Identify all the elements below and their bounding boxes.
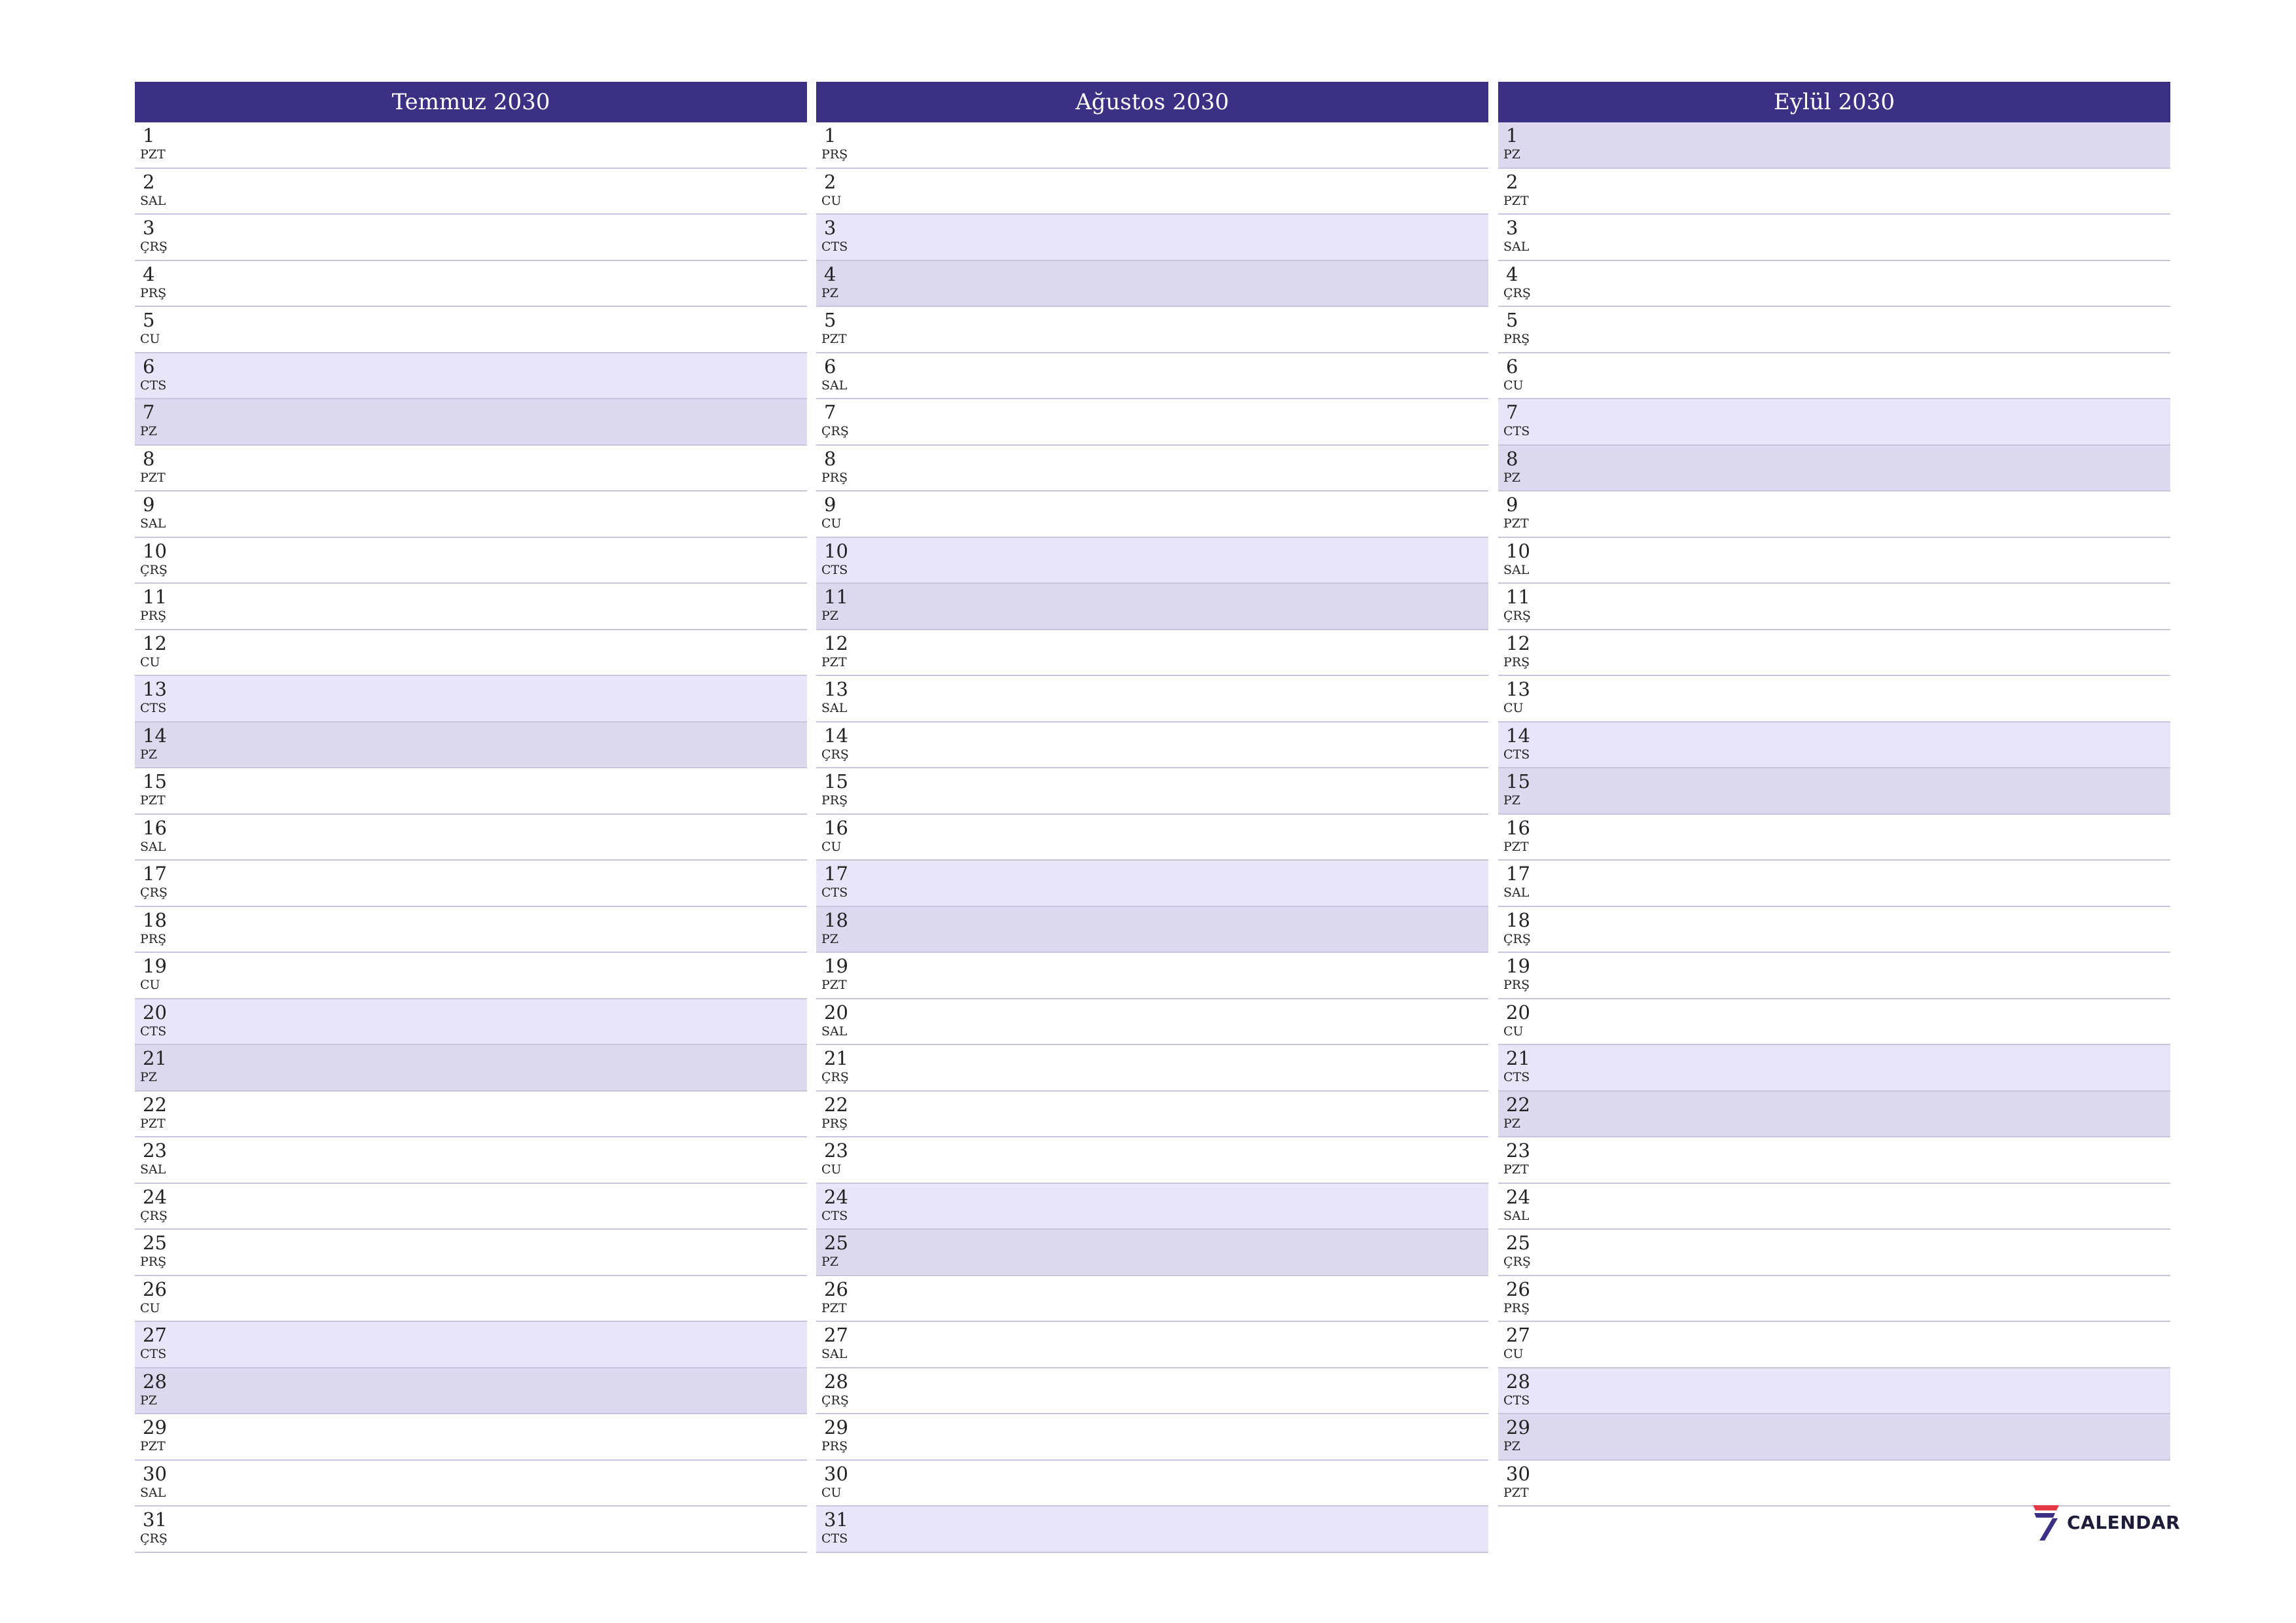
day-number: 7	[824, 401, 836, 423]
day-number: 25	[143, 1232, 167, 1254]
weekday-abbrev: PZ	[1503, 1439, 1520, 1454]
weekday-abbrev: CTS	[821, 885, 848, 900]
day-row	[816, 122, 1488, 169]
day-row	[816, 1368, 1488, 1415]
day-row	[816, 722, 1488, 769]
weekday-abbrev: PZT	[140, 1439, 166, 1454]
weekday-abbrev: PRŞ	[821, 470, 848, 485]
day-row	[135, 307, 807, 353]
day-number: 26	[824, 1277, 848, 1300]
logo-text: CALENDAR	[2067, 1511, 2181, 1533]
weekday-abbrev: CTS	[140, 378, 167, 393]
day-number: 8	[143, 447, 155, 470]
day-number: 18	[824, 908, 848, 931]
weekday-abbrev: ÇRŞ	[821, 1070, 849, 1084]
day-number: 20	[1506, 1001, 1530, 1024]
day-row	[816, 768, 1488, 815]
day-number: 28	[143, 1370, 167, 1393]
day-row	[135, 399, 807, 446]
day-number: 5	[824, 309, 836, 331]
seven-logo-icon	[2030, 1504, 2060, 1541]
day-number: 2	[143, 170, 155, 193]
weekday-abbrev: CTS	[821, 562, 848, 577]
day-number: 16	[1506, 816, 1530, 839]
day-row	[816, 1414, 1488, 1461]
day-row	[816, 1276, 1488, 1323]
weekday-abbrev: CTS	[1503, 1393, 1530, 1408]
weekday-abbrev: PRŞ	[1503, 332, 1530, 346]
day-row	[1498, 584, 2170, 630]
day-number: 6	[1506, 355, 1518, 378]
weekday-abbrev: CTS	[140, 701, 167, 715]
weekday-abbrev: PRŞ	[140, 931, 167, 946]
weekday-abbrev: PZ	[821, 1255, 838, 1269]
weekday-abbrev: SAL	[821, 701, 848, 715]
day-row	[135, 584, 807, 630]
day-number: 8	[1506, 447, 1518, 470]
day-row	[1498, 1092, 2170, 1138]
weekday-abbrev: PZT	[821, 1300, 847, 1315]
day-row	[135, 169, 807, 215]
weekday-abbrev: ÇRŞ	[140, 562, 168, 577]
day-number: 21	[143, 1047, 167, 1069]
weekday-abbrev: CTS	[140, 1024, 167, 1039]
day-row	[135, 768, 807, 815]
day-row	[1498, 1184, 2170, 1230]
day-row	[816, 353, 1488, 400]
weekday-abbrev: CU	[821, 516, 842, 531]
weekday-abbrev: PRŞ	[140, 609, 167, 623]
weekday-abbrev: ÇRŞ	[140, 1531, 168, 1546]
weekday-abbrev: ÇRŞ	[140, 240, 168, 254]
weekday-abbrev: ÇRŞ	[140, 1208, 168, 1223]
month-september	[1498, 82, 2170, 1507]
day-number: 18	[143, 908, 167, 931]
day-row	[1498, 1368, 2170, 1415]
weekday-abbrev: PRŞ	[140, 1255, 167, 1269]
weekday-abbrev: CU	[140, 1300, 160, 1315]
weekday-abbrev: CU	[821, 839, 842, 854]
day-number: 22	[1506, 1093, 1530, 1116]
weekday-abbrev: ÇRŞ	[1503, 931, 1531, 946]
day-number: 12	[1506, 632, 1530, 654]
weekday-abbrev: PZT	[1503, 516, 1529, 531]
day-number: 21	[1506, 1047, 1530, 1069]
weekday-abbrev: PZ	[1503, 147, 1520, 162]
weekday-abbrev: SAL	[821, 378, 848, 393]
weekday-abbrev: CU	[1503, 1347, 1524, 1361]
day-row	[135, 861, 807, 907]
day-number: 13	[143, 678, 167, 700]
weekday-abbrev: CU	[821, 1162, 842, 1177]
day-number: 21	[824, 1047, 848, 1069]
day-number: 24	[143, 1185, 167, 1208]
weekday-abbrev: SAL	[140, 516, 166, 531]
day-number: 20	[143, 1001, 167, 1024]
day-row	[1498, 215, 2170, 261]
day-row	[816, 399, 1488, 446]
day-number: 2	[1506, 170, 1518, 193]
day-row	[135, 353, 807, 400]
day-row	[135, 122, 807, 169]
day-number: 20	[824, 1001, 848, 1024]
day-row	[816, 446, 1488, 492]
day-row	[1498, 446, 2170, 492]
day-row	[816, 169, 1488, 215]
day-row	[1498, 538, 2170, 584]
day-number: 24	[824, 1185, 848, 1208]
day-row	[135, 215, 807, 261]
day-number: 4	[1506, 262, 1518, 285]
day-row	[816, 630, 1488, 677]
day-number: 14	[1506, 724, 1530, 747]
day-number: 23	[824, 1139, 848, 1162]
day-number: 3	[824, 217, 836, 239]
weekday-abbrev: CU	[1503, 378, 1524, 393]
day-row	[1498, 999, 2170, 1046]
weekday-abbrev: PRŞ	[140, 285, 167, 300]
day-number: 27	[1506, 1324, 1530, 1346]
weekday-abbrev: PZT	[140, 470, 166, 485]
day-row	[1498, 768, 2170, 815]
day-row	[816, 1092, 1488, 1138]
day-row	[1498, 399, 2170, 446]
weekday-abbrev: SAL	[821, 1347, 848, 1361]
weekday-abbrev: PZ	[140, 747, 157, 762]
day-row	[816, 261, 1488, 308]
day-row	[1498, 1322, 2170, 1368]
day-row	[1498, 722, 2170, 769]
day-number: 1	[1506, 124, 1518, 147]
weekday-abbrev: PZ	[821, 609, 838, 623]
day-number: 26	[1506, 1277, 1530, 1300]
day-row	[1498, 1137, 2170, 1184]
weekday-abbrev: ÇRŞ	[821, 1393, 849, 1408]
weekday-abbrev: ÇRŞ	[1503, 1255, 1531, 1269]
day-number: 12	[824, 632, 848, 654]
day-number: 15	[1506, 770, 1530, 793]
day-row	[135, 1184, 807, 1230]
day-number: 17	[824, 863, 848, 885]
day-number: 10	[1506, 539, 1530, 562]
day-number: 2	[824, 170, 836, 193]
day-row	[816, 676, 1488, 722]
day-number: 30	[143, 1462, 167, 1485]
weekday-abbrev: ÇRŞ	[821, 747, 849, 762]
day-row	[135, 1461, 807, 1507]
day-row	[135, 1092, 807, 1138]
weekday-abbrev: CU	[140, 978, 160, 992]
weekday-abbrev: PZT	[140, 793, 166, 808]
day-row	[816, 907, 1488, 954]
day-number: 19	[1506, 955, 1530, 977]
weekday-abbrev: SAL	[1503, 885, 1530, 900]
day-number: 22	[143, 1093, 167, 1116]
day-number: 14	[824, 724, 848, 747]
weekday-abbrev: PZ	[140, 1070, 157, 1084]
day-row	[1498, 676, 2170, 722]
day-number: 29	[143, 1416, 167, 1438]
month-august	[816, 82, 1488, 1553]
day-number: 30	[1506, 1462, 1530, 1485]
day-number: 22	[824, 1093, 848, 1116]
weekday-abbrev: ÇRŞ	[1503, 609, 1531, 623]
weekday-abbrev: PZ	[140, 424, 157, 438]
day-number: 16	[824, 816, 848, 839]
day-list	[1498, 122, 2170, 1507]
day-number: 1	[143, 124, 155, 147]
day-number: 29	[824, 1416, 848, 1438]
day-number: 26	[143, 1277, 167, 1300]
day-number: 18	[1506, 908, 1530, 931]
day-number: 11	[1506, 586, 1530, 608]
day-number: 1	[824, 124, 836, 147]
day-row	[1498, 169, 2170, 215]
day-number: 19	[143, 955, 167, 977]
weekday-abbrev: PZT	[140, 147, 166, 162]
weekday-abbrev: PZT	[821, 654, 847, 669]
day-number: 23	[143, 1139, 167, 1162]
day-row	[1498, 261, 2170, 308]
day-number: 12	[143, 632, 167, 654]
day-number: 30	[824, 1462, 848, 1485]
day-number: 13	[1506, 678, 1530, 700]
weekday-abbrev: PRŞ	[1503, 654, 1530, 669]
day-row	[816, 1184, 1488, 1230]
day-number: 10	[143, 539, 167, 562]
day-row	[816, 1507, 1488, 1553]
day-row	[135, 722, 807, 769]
day-row	[1498, 122, 2170, 169]
day-row	[1498, 1414, 2170, 1461]
day-number: 5	[1506, 309, 1518, 331]
weekday-abbrev: PZT	[1503, 193, 1529, 208]
weekday-abbrev: PRŞ	[1503, 978, 1530, 992]
day-row	[1498, 353, 2170, 400]
weekday-abbrev: PRŞ	[1503, 1300, 1530, 1315]
weekday-abbrev: ÇRŞ	[821, 424, 849, 438]
day-row	[1498, 307, 2170, 353]
day-row	[1498, 1045, 2170, 1092]
day-row	[135, 630, 807, 677]
day-number: 7	[1506, 401, 1518, 423]
day-row	[1498, 953, 2170, 999]
weekday-abbrev: SAL	[1503, 240, 1530, 254]
weekday-abbrev: PZ	[1503, 1116, 1520, 1131]
day-list	[816, 122, 1488, 1553]
weekday-abbrev: CTS	[1503, 1070, 1530, 1084]
day-row	[135, 953, 807, 999]
day-row	[816, 215, 1488, 261]
day-row	[816, 953, 1488, 999]
day-row	[1498, 491, 2170, 538]
day-row	[1498, 1230, 2170, 1276]
day-number: 17	[1506, 863, 1530, 885]
day-number: 7	[143, 401, 155, 423]
weekday-abbrev: PRŞ	[821, 147, 848, 162]
weekday-abbrev: SAL	[140, 839, 166, 854]
day-number: 27	[143, 1324, 167, 1346]
weekday-abbrev: CU	[821, 193, 842, 208]
day-row	[135, 538, 807, 584]
day-row	[135, 1137, 807, 1184]
weekday-abbrev: PZ	[821, 285, 838, 300]
day-row	[135, 1414, 807, 1461]
weekday-abbrev: SAL	[1503, 1208, 1530, 1223]
weekday-abbrev: CU	[140, 654, 160, 669]
weekday-abbrev: PZ	[1503, 793, 1520, 808]
weekday-abbrev: PZT	[1503, 1485, 1529, 1500]
day-row	[135, 815, 807, 861]
day-row	[135, 999, 807, 1046]
weekday-abbrev: SAL	[1503, 562, 1530, 577]
weekday-abbrev: PRŞ	[821, 1116, 848, 1131]
day-row	[135, 1230, 807, 1276]
weekday-abbrev: PZT	[140, 1116, 166, 1131]
day-row	[135, 1322, 807, 1368]
day-row	[816, 1045, 1488, 1092]
weekday-abbrev: CU	[140, 332, 160, 346]
day-row	[1498, 1276, 2170, 1323]
day-row	[1498, 815, 2170, 861]
brand-logo	[2030, 1504, 2180, 1541]
day-number: 6	[824, 355, 836, 378]
day-number: 11	[143, 586, 167, 608]
weekday-abbrev: CTS	[1503, 424, 1530, 438]
weekday-abbrev: PZT	[821, 332, 847, 346]
weekday-abbrev: PRŞ	[821, 793, 848, 808]
day-number: 3	[1506, 217, 1518, 239]
day-row	[816, 999, 1488, 1046]
day-row	[135, 261, 807, 308]
day-row	[816, 1230, 1488, 1276]
day-number: 9	[1506, 493, 1518, 516]
day-number: 13	[824, 678, 848, 700]
weekday-abbrev: PZ	[821, 931, 838, 946]
day-row	[135, 1507, 807, 1553]
day-number: 29	[1506, 1416, 1530, 1438]
month-title: Temmuz 2030	[135, 82, 807, 122]
weekday-abbrev: CU	[1503, 701, 1524, 715]
weekday-abbrev: PZT	[1503, 839, 1529, 854]
day-row	[816, 584, 1488, 630]
day-row	[1498, 861, 2170, 907]
day-number: 15	[143, 770, 167, 793]
day-number: 3	[143, 217, 155, 239]
weekday-abbrev: PZ	[140, 1393, 157, 1408]
day-list	[135, 122, 807, 1553]
month-title: Eylül 2030	[1498, 82, 2170, 122]
day-number: 8	[824, 447, 836, 470]
day-number: 28	[1506, 1370, 1530, 1393]
weekday-abbrev: CTS	[821, 240, 848, 254]
day-number: 28	[824, 1370, 848, 1393]
month-title: Ağustos 2030	[816, 82, 1488, 122]
day-row	[1498, 630, 2170, 677]
day-number: 25	[824, 1232, 848, 1254]
month-july	[135, 82, 807, 1553]
weekday-abbrev: PZT	[1503, 1162, 1529, 1177]
day-number: 25	[1506, 1232, 1530, 1254]
day-number: 4	[143, 262, 155, 285]
weekday-abbrev: CTS	[821, 1531, 848, 1546]
weekday-abbrev: CTS	[140, 1347, 167, 1361]
weekday-abbrev: PZT	[821, 978, 847, 992]
day-row	[816, 1322, 1488, 1368]
day-number: 10	[824, 539, 848, 562]
day-number: 9	[143, 493, 155, 516]
day-row	[816, 491, 1488, 538]
day-row	[135, 1368, 807, 1415]
day-row	[816, 815, 1488, 861]
day-number: 31	[824, 1508, 848, 1531]
day-number: 15	[824, 770, 848, 793]
weekday-abbrev: SAL	[821, 1024, 848, 1039]
day-number: 11	[824, 586, 848, 608]
day-row	[816, 307, 1488, 353]
day-row	[135, 676, 807, 722]
day-number: 31	[143, 1508, 167, 1531]
day-row	[816, 1461, 1488, 1507]
day-number: 14	[143, 724, 167, 747]
weekday-abbrev: PRŞ	[821, 1439, 848, 1454]
day-number: 9	[824, 493, 836, 516]
weekday-abbrev: PZ	[1503, 470, 1520, 485]
day-row	[135, 446, 807, 492]
day-row	[135, 1276, 807, 1323]
day-row	[1498, 907, 2170, 954]
day-number: 19	[824, 955, 848, 977]
day-number: 24	[1506, 1185, 1530, 1208]
weekday-abbrev: CU	[821, 1485, 842, 1500]
weekday-abbrev: SAL	[140, 193, 166, 208]
day-number: 17	[143, 863, 167, 885]
weekday-abbrev: CTS	[821, 1208, 848, 1223]
day-number: 27	[824, 1324, 848, 1346]
day-number: 16	[143, 816, 167, 839]
day-number: 5	[143, 309, 155, 331]
day-row	[135, 907, 807, 954]
weekday-abbrev: CTS	[1503, 747, 1530, 762]
weekday-abbrev: CU	[1503, 1024, 1524, 1039]
day-row	[135, 1045, 807, 1092]
weekday-abbrev: SAL	[140, 1162, 166, 1177]
day-row	[1498, 1461, 2170, 1507]
weekday-abbrev: ÇRŞ	[140, 885, 168, 900]
day-row	[135, 491, 807, 538]
day-number: 23	[1506, 1139, 1530, 1162]
weekday-abbrev: ÇRŞ	[1503, 285, 1531, 300]
day-row	[816, 861, 1488, 907]
weekday-abbrev: SAL	[140, 1485, 166, 1500]
day-number: 4	[824, 262, 836, 285]
day-row	[816, 538, 1488, 584]
day-number: 6	[143, 355, 155, 378]
day-row	[816, 1137, 1488, 1184]
